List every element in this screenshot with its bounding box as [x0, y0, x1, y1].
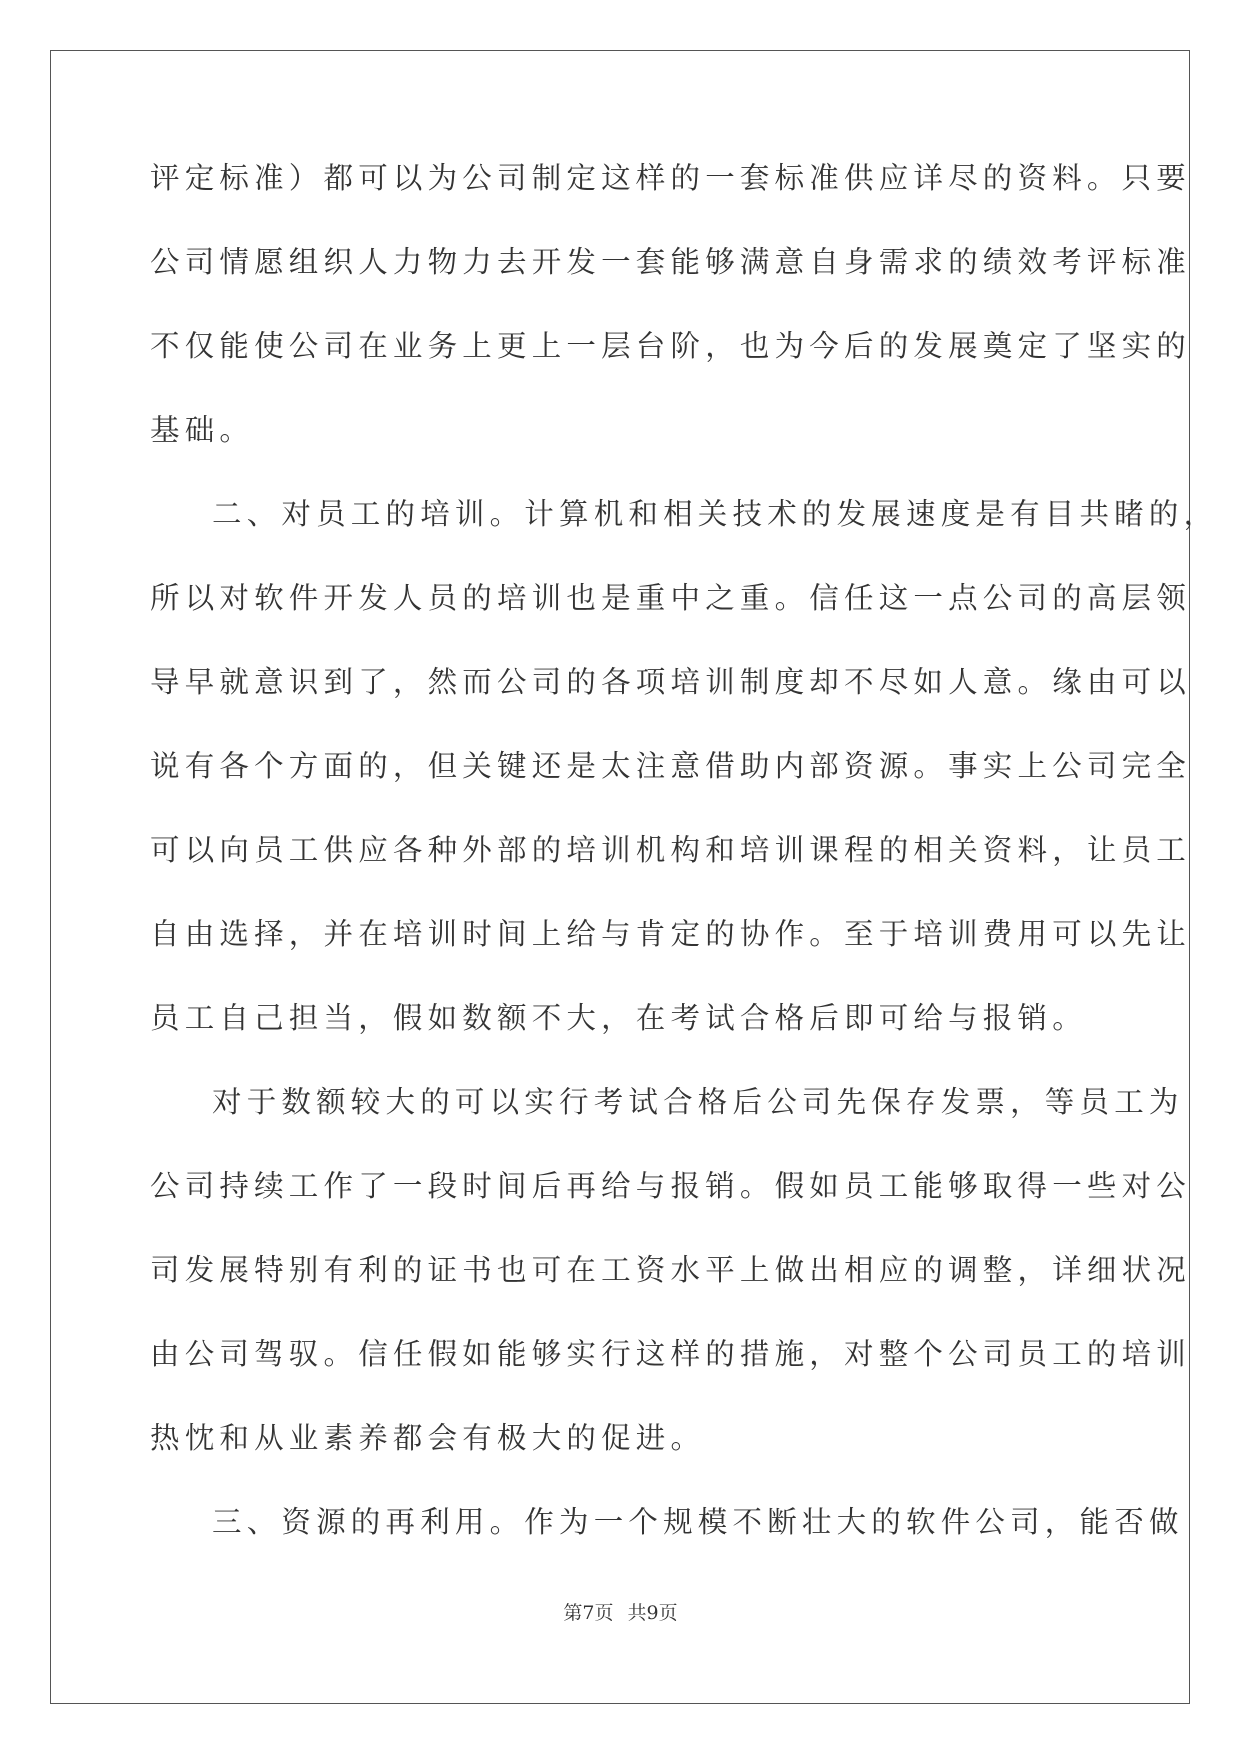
- text-line: 对于数额较大的可以实行考试合格后公司先保存发票，等员工为: [212, 1085, 1184, 1119]
- text-line: 由公司驾驭。信任假如能够实行这样的措施，对整个公司员工的培训: [150, 1337, 1192, 1371]
- text-line: 基础。: [150, 413, 255, 447]
- text-line: 员工自己担当，假如数额不大，在考试合格后即可给与报销。: [150, 1001, 1087, 1035]
- text-line: 司发展特别有利的证书也可在工资水平上做出相应的调整，详细状况: [150, 1253, 1192, 1287]
- text-line: 公司情愿组织人力物力去开发一套能够满意自身需求的绩效考评标准: [150, 245, 1192, 279]
- text-line: 所以对软件开发人员的培训也是重中之重。信任这一点公司的高层领: [150, 581, 1192, 615]
- page-total: 共9页: [627, 1602, 678, 1624]
- text-line: 可以向员工供应各种外部的培训机构和培训课程的相关资料，让员工: [150, 833, 1192, 867]
- document-body: [150, 160, 1219, 1588]
- text-line: 导早就意识到了，然而公司的各项培训制度却不尽如人意。缘由可以: [150, 665, 1192, 699]
- text-line: 自由选择，并在培训时间上给与肯定的协作。至于培训费用可以先让: [150, 917, 1192, 951]
- text-line: 评定标准）都可以为公司制定这样的一套标准供应详尽的资料。只要: [150, 161, 1192, 195]
- text-line: 热忱和从业素养都会有极大的促进。: [150, 1421, 706, 1455]
- text-line: 不仅能使公司在业务上更上一层台阶，也为今后的发展奠定了坚实的: [150, 329, 1192, 363]
- page-footer: [0, 1598, 1241, 1625]
- text-line: 说有各个方面的，但关键还是太注意借助内部资源。事实上公司完全: [150, 749, 1192, 783]
- text-line: 公司持续工作了一段时间后再给与报销。假如员工能够取得一些对公: [150, 1169, 1192, 1203]
- text-line: 二、对员工的培训。计算机和相关技术的发展速度是有目共睹的，: [212, 497, 1219, 531]
- text-line: 三、资源的再利用。作为一个规模不断壮大的软件公司，能否做: [212, 1505, 1184, 1539]
- page-number: 第7页: [563, 1602, 614, 1624]
